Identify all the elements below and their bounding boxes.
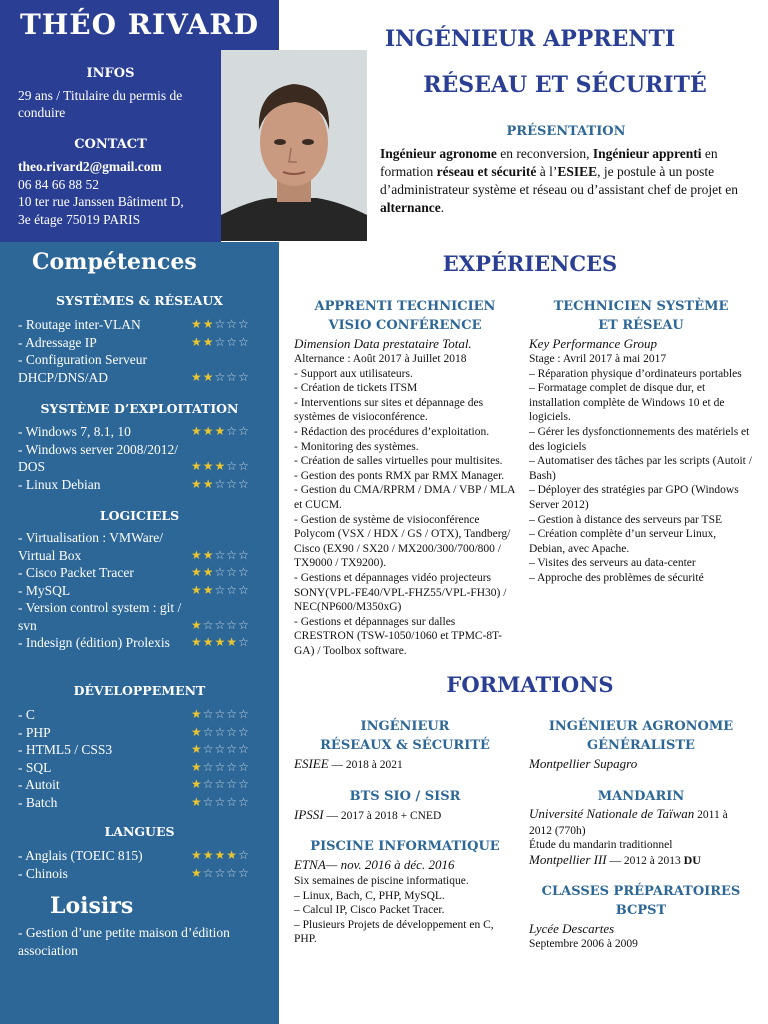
star-filled-icon: ★ — [191, 617, 203, 632]
skill-name: - PHP — [18, 724, 51, 740]
detail-line: - Interventions sur sites et dépannage des systèmes de visioconférence. — [294, 396, 484, 424]
job-title-line-1: INGÉNIEUR APPRENTI — [384, 26, 676, 52]
star-filled-icon: ★ — [191, 759, 203, 774]
star-empty-icon: ☆ — [226, 707, 239, 721]
star-empty-icon: ☆ — [226, 476, 239, 491]
skill-rating-stars — [191, 369, 250, 387]
detail-line: – Gestion à distance des serveurs par TSE — [529, 513, 723, 526]
skill-rating-stars — [191, 617, 250, 635]
star-empty-icon: ☆ — [238, 794, 250, 809]
formation-4-title — [529, 717, 753, 755]
star-empty-icon: ☆ — [238, 707, 250, 721]
star-empty-icon: ☆ — [238, 777, 250, 791]
star-empty-icon: ☆ — [238, 635, 250, 649]
presentation-segment: en reconversion, — [496, 146, 593, 161]
formation-1-dates: — 2018 à 2021 — [328, 759, 403, 771]
star-filled-icon: ★ — [202, 424, 215, 438]
presentation-text — [380, 145, 752, 217]
star-empty-icon: ☆ — [226, 865, 239, 880]
star-empty-icon: ☆ — [238, 617, 250, 632]
skill-name: - Version control system : git / svn — [18, 600, 182, 633]
skill-group-title: SYSTÈMES & RÉSEAUX — [56, 293, 223, 308]
star-filled-icon: ★ — [214, 459, 227, 473]
skill-rating-stars — [191, 634, 250, 652]
experience-1-title — [294, 297, 516, 335]
skill-rating-stars — [191, 847, 250, 865]
presentation-segment: Ingénieur apprenti — [592, 146, 702, 161]
star-filled-icon: ★ — [202, 848, 215, 862]
formation-2-info — [294, 807, 516, 824]
detail-line: - Gestion des ponts RMX par RMX Manager. — [294, 469, 505, 482]
star-filled-icon: ★ — [191, 777, 203, 791]
skill-name: - SQL — [18, 759, 52, 775]
presentation-segment: . — [440, 200, 445, 215]
skill-item — [18, 599, 268, 634]
loisirs-text: - Gestion d’une petite maison d’édition association — [18, 925, 230, 958]
address-line-2: 3e étage 75019 PARIS — [18, 211, 141, 227]
skill-item — [18, 759, 268, 777]
detail-line: – Calcul IP, Cisco Packet Tracer. — [294, 904, 445, 917]
star-filled-icon: ★ — [202, 369, 215, 384]
skill-rating-stars — [191, 458, 250, 476]
skill-name: - Adressage IP — [18, 334, 97, 350]
star-empty-icon: ☆ — [214, 547, 227, 562]
formation-6 — [529, 882, 753, 952]
star-empty-icon: ☆ — [238, 476, 250, 491]
star-empty-icon: ☆ — [238, 334, 250, 349]
star-empty-icon: ☆ — [226, 459, 239, 473]
star-empty-icon: ☆ — [238, 424, 250, 438]
star-filled-icon: ★ — [191, 635, 203, 649]
formation-5-dates-2: — 2012 à 2013 — [606, 854, 684, 867]
skill-item — [18, 351, 268, 386]
experience-2-period: Stage : Avril 2017 à mai 2017 — [529, 353, 667, 365]
star-filled-icon: ★ — [191, 794, 203, 809]
star-empty-icon: ☆ — [202, 617, 215, 632]
skill-item — [18, 334, 268, 352]
contact-details — [18, 158, 218, 228]
skill-name: - Batch — [18, 794, 58, 810]
star-filled-icon: ★ — [191, 547, 203, 562]
star-empty-icon: ☆ — [238, 565, 250, 579]
star-filled-icon: ★ — [191, 865, 203, 880]
skill-rating-stars — [191, 334, 250, 352]
skill-item — [18, 706, 268, 724]
star-filled-icon: ★ — [191, 459, 203, 473]
star-filled-icon: ★ — [202, 547, 215, 562]
formation-3-school: ETNA — [294, 857, 326, 872]
presentation-segment: , je postule à un poste d’administrateur système et réseau ou d’assistant chef de projet en — [380, 164, 739, 197]
skill-group-title: LANGUES — [104, 824, 175, 839]
star-filled-icon: ★ — [226, 635, 239, 649]
skill-rating-stars — [191, 564, 250, 582]
skill-rating-stars — [191, 741, 250, 759]
skill-item — [18, 865, 268, 883]
star-empty-icon: ☆ — [238, 547, 250, 562]
presentation-segment: en formation — [380, 146, 718, 179]
star-filled-icon: ★ — [214, 424, 227, 438]
star-empty-icon: ☆ — [226, 724, 239, 739]
skill-item — [18, 529, 268, 564]
skill-name: - Configuration Serveur DHCP/DNS/AD — [18, 352, 147, 385]
star-empty-icon: ☆ — [226, 565, 239, 579]
detail-line: - Rédaction des procédures d’exploitation. — [294, 425, 490, 438]
skill-item — [18, 634, 268, 652]
formation-4-title-line1: INGÉNIEUR AGRONOME — [548, 719, 734, 734]
star-empty-icon: ☆ — [238, 369, 250, 384]
star-empty-icon: ☆ — [214, 707, 227, 721]
detail-line: – Gérer les dysfonctionnements des matériels et des logiciels — [529, 425, 750, 453]
star-empty-icon: ☆ — [214, 617, 227, 632]
skill-item — [18, 741, 268, 759]
presentation-title: PRÉSENTATION — [506, 124, 626, 139]
loisirs-title: Loisirs — [50, 893, 134, 919]
experience-1-title-line1: APPRENTI TECHNICIEN — [314, 299, 496, 314]
star-empty-icon: ☆ — [226, 777, 239, 791]
formation-1-title-line1: INGÉNIEUR — [360, 719, 450, 734]
star-empty-icon: ☆ — [238, 724, 250, 739]
star-filled-icon: ★ — [191, 742, 203, 756]
detail-line: – Formatage complet de disque dur, et installation complète de Windows 10 et de logiciels. — [529, 382, 725, 424]
formation-5-info-2 — [529, 853, 753, 869]
formation-1-title-line2: RÉSEAUX & SÉCURITÉ — [320, 738, 490, 753]
detail-line: – Réparation physique d’ordinateurs portables — [529, 367, 742, 380]
star-filled-icon: ★ — [191, 424, 203, 438]
experience-2-title — [529, 297, 753, 335]
detail-line: - Gestion de système de visioconférence Polycom (VSX / HDX / GS / OTX), Tandberg/ Cisco (EX90 / SX20 / MX200/300/700/800 / TX9000 / TX9200). — [294, 513, 511, 570]
experience-2-title-line1: TECHNICIEN SYSTÈME — [553, 299, 729, 314]
skill-item — [18, 476, 268, 494]
skill-list — [18, 529, 268, 652]
skill-item — [18, 847, 268, 865]
skill-rating-stars — [191, 476, 250, 494]
experience-2-company: Key Performance Group — [529, 336, 658, 351]
detail-line: – Création complète d’un serveur Linux, Debian, avec Apache. — [529, 528, 717, 555]
formation-1-info — [294, 756, 516, 773]
formation-6-title-line1: CLASSES PRÉPARATOIRES — [541, 884, 741, 899]
detail-line: - Monitoring des systèmes. — [294, 440, 419, 453]
star-empty-icon: ☆ — [238, 582, 250, 597]
star-empty-icon: ☆ — [214, 317, 227, 331]
star-empty-icon: ☆ — [238, 759, 250, 774]
skill-rating-stars — [191, 794, 250, 812]
star-empty-icon: ☆ — [202, 707, 215, 721]
skill-item — [18, 724, 268, 742]
detail-line: Six semaines de piscine informatique. — [294, 875, 469, 887]
star-empty-icon: ☆ — [226, 582, 239, 597]
detail-line: – Automatiser des tâches par les scripts (Autoit / Bash) — [529, 455, 752, 482]
star-filled-icon: ★ — [202, 459, 215, 473]
skill-name: - Windows server 2008/2012/ DOS — [18, 441, 179, 474]
detail-line: – Linux, Bach, C, PHP, MySQL. — [294, 889, 445, 902]
skill-name: - HTML5 / CSS3 — [18, 742, 113, 757]
formation-5-school: Université Nationale de Taïwan — [529, 806, 695, 821]
formation-3-info — [294, 856, 516, 874]
infos-text: 29 ans / Titulaire du permis de conduire — [18, 88, 183, 120]
detail-line: – Plusieurs Projets de développement en C, PHP. — [294, 918, 494, 946]
formation-5-title: MANDARIN — [597, 789, 685, 804]
skill-name: - Windows 7, 8.1, 10 — [18, 424, 131, 439]
formation-6-dates: Septembre 2006 à 2009 — [529, 938, 638, 950]
experience-2-title-line2: ET RÉSEAU — [598, 318, 684, 333]
formation-3 — [294, 837, 516, 947]
experience-2 — [529, 297, 753, 586]
star-empty-icon: ☆ — [214, 582, 227, 597]
presentation-segment: à l’ — [536, 164, 558, 179]
phone-number: 06 84 66 88 52 — [18, 176, 99, 192]
presentation-segment: alternance — [380, 200, 441, 215]
skill-rating-stars — [191, 865, 250, 883]
star-empty-icon: ☆ — [238, 742, 250, 756]
competences-title: Compétences — [32, 249, 197, 275]
skill-group-title: DÉVELOPPEMENT — [73, 683, 206, 698]
skill-item — [18, 582, 268, 600]
detail-line: - Support aux utilisateurs. — [294, 367, 413, 380]
star-empty-icon: ☆ — [214, 334, 227, 349]
star-filled-icon: ★ — [214, 848, 227, 862]
contact-title: CONTACT — [74, 137, 147, 152]
formation-2-dates: — 2017 à 2018 + CNED — [323, 810, 442, 822]
detail-line: – Déployer des stratégies par GPO (Windows Server 2012) — [529, 484, 739, 511]
skill-list — [18, 316, 268, 386]
star-empty-icon: ☆ — [226, 317, 239, 331]
star-filled-icon: ★ — [191, 476, 203, 491]
skill-rating-stars — [191, 316, 250, 334]
star-filled-icon: ★ — [191, 724, 203, 739]
star-filled-icon: ★ — [202, 317, 215, 331]
star-filled-icon: ★ — [214, 635, 227, 649]
skill-rating-stars — [191, 423, 250, 441]
star-empty-icon: ☆ — [214, 794, 227, 809]
star-filled-icon: ★ — [226, 848, 239, 862]
skill-name: - Routage inter-VLAN — [18, 317, 141, 332]
presentation-segment: ESIEE — [557, 164, 598, 179]
skill-rating-stars — [191, 582, 250, 600]
formation-1 — [294, 717, 516, 773]
star-filled-icon: ★ — [202, 582, 215, 597]
formation-6-school: Lycée Descartes — [529, 921, 615, 936]
formation-6-title — [529, 882, 753, 920]
skill-name: - Chinois — [18, 865, 68, 881]
skill-item — [18, 316, 268, 334]
formation-5-info — [529, 807, 753, 838]
experience-1-company: Dimension Data prestataire Total. — [294, 336, 472, 351]
skill-rating-stars — [191, 724, 250, 742]
formation-3-details — [294, 874, 516, 947]
star-filled-icon: ★ — [191, 334, 203, 349]
star-empty-icon: ☆ — [226, 547, 239, 562]
detail-line: - Création de salles virtuelles pour multisites. — [294, 455, 503, 468]
star-empty-icon: ☆ — [214, 724, 227, 739]
skill-rating-stars — [191, 706, 250, 724]
detail-line: - Gestions et dépannages vidéo projecteurs SONY(VPL-FE40/VPL-FHZ55/VPL-FH30) / NEC(NP600/M350xG) — [294, 571, 507, 614]
skill-rating-stars — [191, 547, 250, 565]
detail-line: - Gestion du CMA/RPRM / DMA / VBP / MLA et CUCM. — [294, 484, 515, 511]
star-empty-icon: ☆ — [238, 865, 250, 880]
star-empty-icon: ☆ — [202, 777, 215, 791]
skill-item — [18, 423, 268, 441]
formation-2-title: BTS SIO / SISR — [349, 789, 461, 804]
star-filled-icon: ★ — [191, 848, 203, 862]
experiences-title: EXPÉRIENCES — [442, 251, 618, 276]
star-filled-icon: ★ — [191, 565, 203, 579]
skill-name: - Indesign (édition) Prolexis — [18, 635, 170, 650]
address-line-1: 10 ter rue Janssen Bâtiment D, — [18, 194, 184, 209]
star-empty-icon: ☆ — [214, 777, 227, 791]
star-empty-icon: ☆ — [226, 759, 239, 774]
star-empty-icon: ☆ — [226, 334, 239, 349]
star-filled-icon: ★ — [191, 707, 203, 721]
star-empty-icon: ☆ — [214, 476, 227, 491]
star-empty-icon: ☆ — [226, 424, 239, 438]
formation-2-school: IPSSI — [294, 807, 324, 822]
experience-1-tasks — [294, 367, 516, 659]
star-filled-icon: ★ — [202, 565, 215, 579]
formation-6-title-line2: BCPST — [615, 903, 667, 918]
star-empty-icon: ☆ — [226, 617, 239, 632]
formation-2 — [294, 787, 516, 824]
skill-rating-stars — [191, 759, 250, 777]
infos-title: INFOS — [86, 66, 135, 81]
skill-list — [18, 423, 268, 493]
detail-line: – Approche des problèmes de sécurité — [529, 571, 704, 584]
star-filled-icon: ★ — [202, 476, 215, 491]
formation-5-school-2: Montpellier III — [529, 851, 607, 867]
presentation-segment: Ingénieur agronome — [380, 146, 497, 161]
star-filled-icon: ★ — [191, 582, 203, 597]
skill-name: - Linux Debian — [18, 476, 101, 492]
formation-1-school: ESIEE — [294, 756, 329, 771]
star-filled-icon: ★ — [202, 334, 215, 349]
formation-3-dates: — nov. 2016 à déc. 2016 — [325, 857, 455, 872]
formation-4 — [529, 717, 753, 772]
detail-line: – Visites des serveurs au data-center — [529, 557, 696, 570]
star-filled-icon: ★ — [202, 635, 215, 649]
skill-item — [18, 776, 268, 794]
email-link[interactable]: theo.rivard2@gmail.com — [18, 159, 162, 174]
star-empty-icon: ☆ — [202, 724, 215, 739]
star-empty-icon: ☆ — [214, 565, 227, 579]
formation-3-title: PISCINE INFORMATIQUE — [310, 839, 500, 854]
skill-name: - Autoit — [18, 777, 60, 792]
formation-5-dates: 2011 à 2012 (770h) — [529, 809, 728, 837]
star-empty-icon: ☆ — [202, 742, 215, 756]
star-empty-icon: ☆ — [202, 865, 215, 880]
star-empty-icon: ☆ — [238, 459, 250, 473]
candidate-name: THÉO RIVARD — [20, 8, 259, 41]
detail-line: - Gestions et dépannages sur dalles CRESTRON (TSW-1050/1060 et TPMC-8T-GA) / Toolbox software. — [294, 615, 502, 657]
skill-name: - MySQL — [18, 582, 71, 598]
experience-1-title-line2: VISIO CONFÉRENCE — [328, 318, 482, 333]
skill-name: - Anglais (TOEIC 815) — [18, 848, 143, 863]
skill-group-title: LOGICIELS — [99, 508, 180, 523]
skill-group-title: SYSTÈME D’EXPLOITATION — [40, 401, 239, 416]
skill-name: - Cisco Packet Tracer — [18, 565, 134, 580]
star-empty-icon: ☆ — [214, 865, 227, 880]
detail-line: - Création de tickets ITSM — [294, 382, 418, 395]
formation-4-title-line2: GÉNÉRALISTE — [587, 738, 695, 753]
star-filled-icon: ★ — [191, 369, 203, 384]
star-empty-icon: ☆ — [226, 369, 239, 384]
experience-1-period: Alternance : Août 2017 à Juillet 2018 — [294, 353, 467, 365]
skill-item — [18, 564, 268, 582]
experience-1 — [294, 297, 516, 658]
star-empty-icon: ☆ — [226, 742, 239, 756]
detail-line: Étude du mandarin traditionnel — [529, 839, 673, 852]
formation-5 — [529, 787, 753, 868]
star-empty-icon: ☆ — [214, 759, 227, 774]
skill-list — [18, 847, 268, 882]
skill-list — [18, 706, 268, 811]
star-empty-icon: ☆ — [202, 794, 215, 809]
skill-name: - C — [18, 707, 35, 722]
star-empty-icon: ☆ — [214, 742, 227, 756]
formation-4-school: Montpellier Supagro — [529, 756, 638, 771]
job-title-line-2: RÉSEAU ET SÉCURITÉ — [423, 72, 707, 98]
formation-5-details — [529, 838, 753, 853]
star-empty-icon: ☆ — [238, 317, 250, 331]
experience-2-tasks — [529, 367, 753, 586]
star-filled-icon: ★ — [191, 317, 203, 331]
star-empty-icon: ☆ — [226, 794, 239, 809]
formations-title: FORMATIONS — [446, 672, 614, 697]
presentation-segment: réseau et sécurité — [436, 164, 537, 179]
star-empty-icon: ☆ — [238, 848, 250, 862]
skill-item — [18, 441, 268, 476]
formation-5-du: DU — [683, 852, 701, 867]
skill-name: - Virtualisation : VMWare/ Virtual Box — [18, 530, 163, 563]
formation-1-title — [294, 717, 516, 755]
star-empty-icon: ☆ — [202, 759, 215, 774]
skill-item — [18, 794, 268, 812]
star-empty-icon: ☆ — [214, 369, 227, 384]
skill-rating-stars — [191, 776, 250, 794]
